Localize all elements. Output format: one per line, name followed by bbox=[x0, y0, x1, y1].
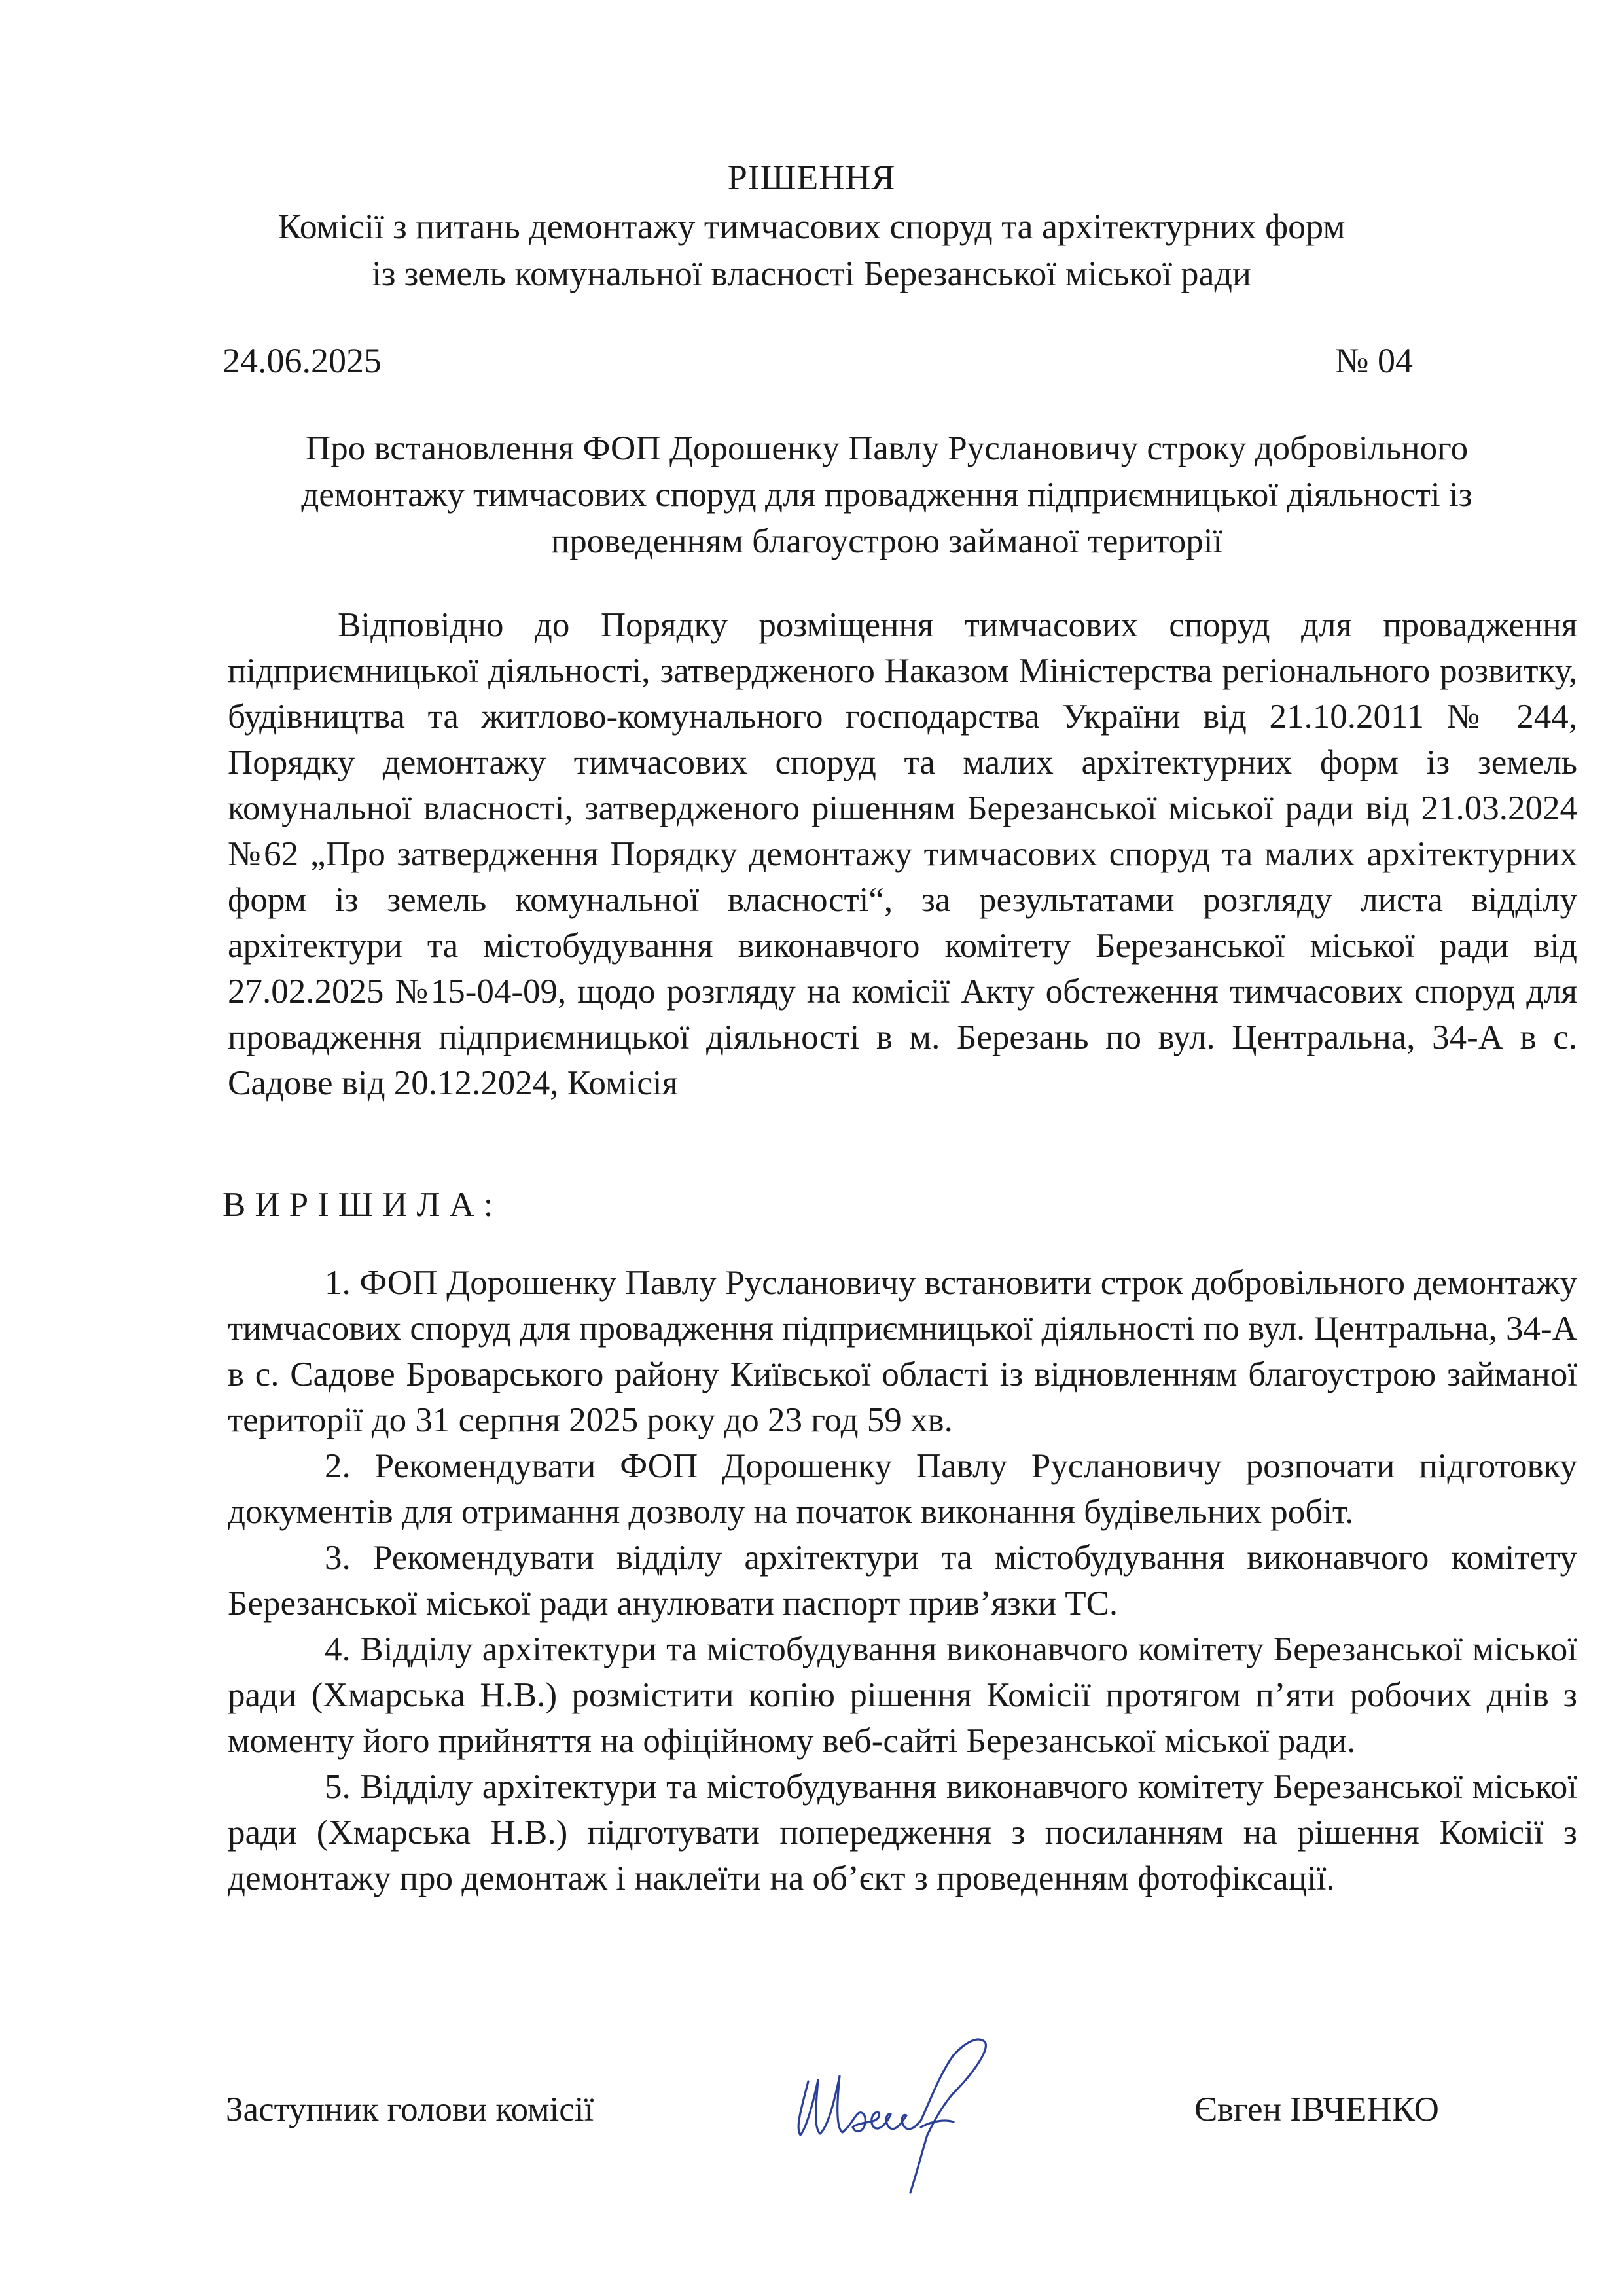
decision-date: 24.06.2025 bbox=[223, 341, 382, 380]
resolution-item-3: 3. Рекомендувати відділу архітектури та містобудування виконавчого комітету Березанської міської ради анулювати паспорт прив’язки ТС. bbox=[228, 1539, 1577, 1623]
document-subtitle-line1: Комісії з питань демонтажу тимчасових споруд та архітектурних форм bbox=[277, 207, 1346, 246]
signer-role: Заступник голови комісії bbox=[226, 2090, 594, 2128]
resolution-item-5: 5. Відділу архітектури та містобудування виконавчого комітету Березанської міської ради (Хмарська Н.В.) підготувати попередження з посиланням на рішення Комісії з демонтажу про демонтаж і наклеїти на об’єкт з проведенням фотофіксації. bbox=[228, 1768, 1577, 1897]
resolution-item-1: 1. ФОП Дорошенку Павлу Руслановичу встановити строк добровільного демонтажу тимчасових споруд для провадження підприємницької діяльності по вул. Центральна, 34-А в с. Садове Броварського району Київської області із відновленням благоустрою займаної території до 31 серпня 2025 року до 23 год 59 хв. bbox=[228, 1264, 1577, 1439]
decision-subject: Про встановлення ФОП Дорошенку Павлу Руслановичу строку добровільного демонтажу тимчасових споруд для провадження підприємницької діяльності із проведенням благоустрою займаної території bbox=[301, 429, 1472, 560]
resolution-items bbox=[228, 1260, 1577, 1901]
decision-number: № 04 bbox=[1335, 341, 1414, 380]
document-subtitle-line2: із земель комунальної власності Березанської міської ради bbox=[372, 254, 1251, 293]
signer-name: Євген ІВЧЕНКО bbox=[1194, 2090, 1439, 2128]
resolution-item-4: 4. Відділу архітектури та містобудування виконавчого комітету Березанської міської ради (Хмарська Н.В.) розмістити копію рішення Комісії протягом п’яти робочих днів з моменту його прийняття на офіційному веб-сайті Березанської міської ради. bbox=[228, 1630, 1577, 1760]
preamble-paragraph: Відповідно до Порядку розміщення тимчасових споруд для провадження підприємницької діяльності, затвердженого Наказом Міністерства регіонального розвитку, будівництва та житлово-комунального господарства України від 21.10.2011 № 244, Порядку демонтажу тимчасових споруд та малих архітектурних форм із земель комунальної власності, затвердженого рішенням Березанської міської ради від 21.03.2024 №62 „Про затвердження Порядку демонтажу тимчасових споруд та малих архітектурних форм із земель комунальної власності“, за результатами розгляду листа відділу архітектури та містобудування виконавчого комітету Березанської міської ради від 27.02.2025 №15-04-09, щодо розгляду на комісії Акту обстеження тимчасових споруд для провадження підприємницької діяльності в м. Березань по вул. Центральна, 34-А в с. Садове від 20.12.2024, Комісія bbox=[228, 606, 1577, 1102]
resolution-item-2: 2. Рекомендувати ФОП Дорошенку Павлу Руслановичу розпочати підготовку документів для отримання дозволу на початок виконання будівельних робіт. bbox=[228, 1447, 1577, 1531]
resolved-heading: ВИРІШИЛА: bbox=[223, 1186, 503, 1224]
document-title: РІШЕННЯ bbox=[727, 158, 896, 197]
handwritten-signature bbox=[782, 2029, 1109, 2225]
